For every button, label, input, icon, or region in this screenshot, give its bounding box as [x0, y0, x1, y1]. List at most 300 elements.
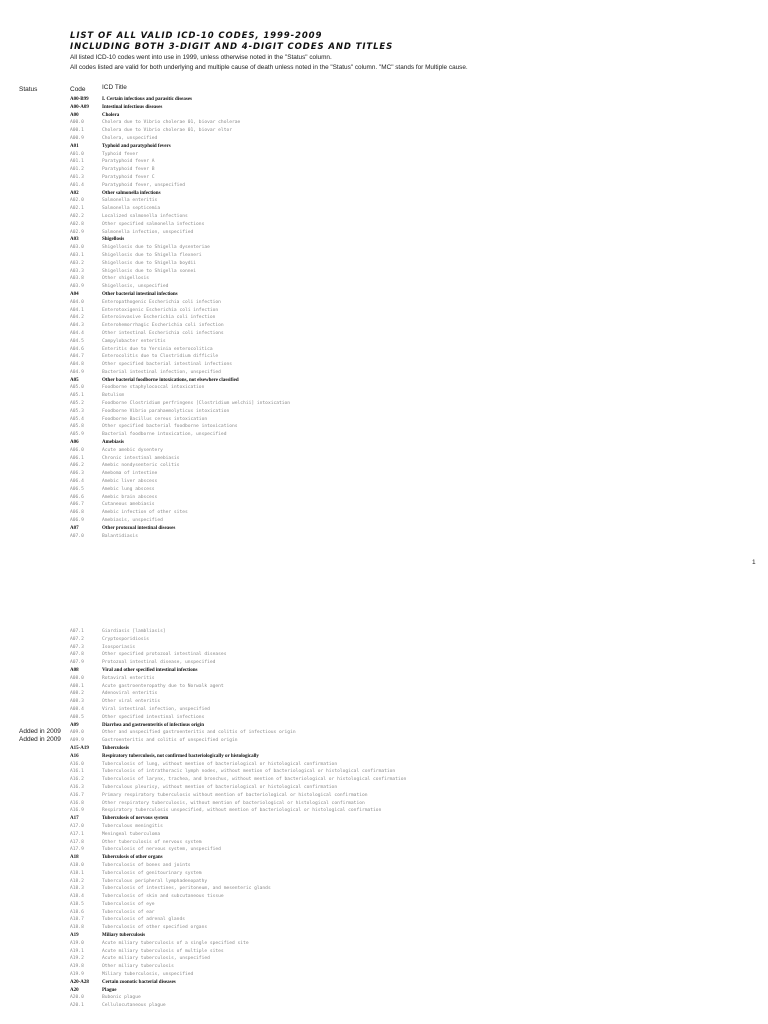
code-cell: A06.6	[70, 494, 84, 500]
table-row	[0, 197, 768, 205]
table-row	[0, 807, 768, 815]
code-cell: A00	[70, 112, 79, 118]
table-row	[0, 737, 768, 745]
title-cell: Giardiasis [lambliasis]	[102, 629, 166, 634]
table-row	[0, 768, 768, 776]
document-subtitle: INCLUDING BOTH 3-DIGIT AND 4-DIGIT CODES AND TITLES	[70, 42, 394, 52]
table-row	[0, 776, 768, 784]
table-row	[0, 800, 768, 808]
table-row	[0, 143, 768, 151]
code-cell: A16.2	[70, 777, 84, 783]
code-cell: A03.0	[70, 245, 84, 251]
table-row	[0, 260, 768, 268]
code-cell: A01.1	[70, 159, 84, 165]
code-cell: A09.0	[70, 730, 84, 736]
title-cell: Shigellosis due to Shigella sonnei	[102, 268, 197, 274]
code-cell: A01.2	[70, 167, 84, 173]
table-row	[0, 509, 768, 517]
table-row	[0, 416, 768, 424]
title-cell: Other shigellosis	[102, 276, 150, 282]
code-cell: A01	[70, 143, 79, 149]
title-cell: Other specified protozoal intestinal diseases	[102, 652, 227, 658]
table-row	[0, 659, 768, 667]
table-row	[0, 815, 768, 823]
table-row	[0, 683, 768, 691]
document-title: LIST OF ALL VALID ICD-10 CODES, 1999-2009	[70, 31, 323, 41]
title-cell: Tuberculosis of other organs	[102, 855, 163, 861]
code-cell: A04.7	[70, 354, 84, 360]
table-row	[0, 291, 768, 299]
code-cell: A07.1	[70, 629, 84, 634]
title-cell: Other specified salmonella infections	[102, 221, 205, 227]
table-row	[0, 330, 768, 338]
code-cell: A16.7	[70, 792, 84, 798]
table-row	[0, 885, 768, 893]
code-cell: A20.1	[70, 1003, 84, 1009]
table-row	[0, 636, 768, 644]
table-row	[0, 1002, 768, 1010]
code-cell: A02.1	[70, 206, 84, 212]
code-cell: A07.9	[70, 660, 84, 666]
code-cell: A00.0	[70, 120, 84, 126]
table-row	[0, 916, 768, 924]
table-row	[0, 893, 768, 901]
code-cell: A00.9	[70, 135, 84, 141]
table-row	[0, 268, 768, 276]
code-cell: A18.1	[70, 870, 84, 876]
code-cell: A00-A09	[70, 104, 89, 110]
table-row	[0, 213, 768, 221]
code-cell: A19.1	[70, 948, 84, 954]
code-cell: A06	[70, 440, 79, 446]
title-cell: Tuberculosis of bones and joints	[102, 862, 191, 868]
title-cell: Amebiasis, unspecified	[102, 518, 163, 524]
title-cell: Isosporiasis	[102, 644, 136, 650]
title-cell: Tuberculous meningitis	[102, 823, 163, 829]
title-cell: Gastroenteritis and colitis of unspecified origin	[102, 738, 238, 744]
code-cell: A07.8	[70, 652, 84, 658]
title-cell: Tuberculosis of nervous system, unspecified	[102, 847, 221, 853]
title-cell: Other and unspecified gastroenteritis and colitis of infectious origin	[102, 730, 296, 736]
table-row	[0, 346, 768, 354]
title-cell: Other intestinal Escherichia coli infections	[102, 330, 224, 336]
title-cell: Cholera, unspecified	[102, 135, 158, 141]
code-cell: A15-A19	[70, 745, 89, 751]
code-cell: A02.2	[70, 213, 84, 219]
code-cell: A03.3	[70, 268, 84, 274]
code-cell: A05.8	[70, 424, 84, 430]
code-cell: A05	[70, 377, 79, 383]
table-body	[0, 628, 768, 1010]
title-cell: Other viral enteritis	[102, 699, 161, 705]
table-row	[0, 244, 768, 252]
title-cell: Certain zoonotic bacterial diseases	[102, 979, 176, 985]
table-row	[0, 392, 768, 400]
title-cell: Viral intestinal infection, unspecified	[102, 706, 210, 712]
code-cell: A03.9	[70, 284, 84, 290]
code-cell: A00.1	[70, 128, 84, 134]
code-cell: A18.5	[70, 901, 84, 907]
table-row	[0, 745, 768, 753]
title-cell: Other miliary tuberculosis	[102, 964, 174, 970]
status-column-header: Status	[19, 86, 38, 93]
table-row	[0, 119, 768, 127]
table-row	[0, 236, 768, 244]
table-row	[0, 400, 768, 408]
code-cell: A02	[70, 190, 79, 196]
title-cell: Salmonella enteritis	[102, 198, 158, 204]
code-cell: A08.4	[70, 706, 84, 712]
table-row	[0, 353, 768, 361]
table-row	[0, 846, 768, 854]
title-cell: Other specified intestinal infections	[102, 714, 205, 720]
title-cell: Acute amebic dysentery	[102, 447, 163, 453]
title-cell: Tuberculosis of other specified organs	[102, 925, 208, 931]
table-row	[0, 729, 768, 737]
table-row	[0, 714, 768, 722]
title-cell: Enteropathogenic Escherichia coli infection	[102, 299, 221, 305]
table-row	[0, 462, 768, 470]
table-row	[0, 384, 768, 392]
title-cell: Enterohemorrhagic Escherichia coli infection	[102, 323, 224, 329]
title-cell: Cholera	[102, 112, 120, 118]
table-row	[0, 408, 768, 416]
title-cell: Amebiasis	[102, 440, 124, 446]
code-cell: A01.4	[70, 182, 84, 188]
code-cell: A06.3	[70, 471, 84, 477]
table-row	[0, 158, 768, 166]
title-cell: Amebic infection of other sites	[102, 510, 188, 516]
title-cell: Enterotoxigenic Escherichia coli infection	[102, 307, 219, 313]
title-cell: Shigellosis due to Shigella dysenteriae	[102, 245, 210, 251]
table-row	[0, 761, 768, 769]
code-cell: A17.9	[70, 847, 84, 853]
table-row	[0, 361, 768, 369]
table-row	[0, 307, 768, 315]
title-cell: Tuberculosis of intestines, peritoneum, and mesenteric glands	[102, 886, 271, 892]
table-row	[0, 96, 768, 104]
table-row	[0, 423, 768, 431]
title-cell: Other bacterial intestinal infections	[102, 291, 178, 297]
code-cell: A16.1	[70, 769, 84, 775]
title-cell: Miliary tuberculosis, unspecified	[102, 972, 194, 978]
code-cell: A17.8	[70, 839, 84, 845]
table-row	[0, 369, 768, 377]
code-cell: A17	[70, 816, 79, 822]
table-row	[0, 431, 768, 439]
title-cell: Other tuberculosis of nervous system	[102, 839, 202, 845]
table-body	[0, 96, 768, 540]
table-row	[0, 909, 768, 917]
code-cell: A18.2	[70, 878, 84, 884]
code-cell: A04.6	[70, 346, 84, 352]
table-row	[0, 831, 768, 839]
title-cell: Primary respiratory tuberculosis without mention of bacteriological or histological confirmation	[102, 792, 368, 798]
code-cell: A18.6	[70, 909, 84, 915]
code-cell: A03	[70, 237, 79, 243]
title-cell: Typhoid and paratyphoid fevers	[102, 143, 171, 149]
title-cell: Tuberculosis	[102, 745, 129, 751]
title-cell: Typhoid fever	[102, 151, 138, 157]
code-cell: A06.4	[70, 479, 84, 485]
status-cell: Added in 2009	[19, 736, 61, 744]
table-row	[0, 478, 768, 486]
code-cell: A08.2	[70, 691, 84, 697]
code-cell: A05.3	[70, 408, 84, 414]
title-cell: Cellulocutaneous plague	[102, 1003, 166, 1009]
code-cell: A01.3	[70, 174, 84, 180]
table-row	[0, 628, 768, 636]
code-cell: A18.8	[70, 925, 84, 931]
title-cell: Acute miliary tuberculosis of multiple sites	[102, 948, 224, 954]
table-row	[0, 486, 768, 494]
code-cell: A04	[70, 291, 79, 297]
code-cell: A04.3	[70, 323, 84, 329]
title-cell: Balantidiasis	[102, 533, 138, 539]
title-cell: Intestinal infectious diseases	[102, 104, 163, 110]
table-row	[0, 447, 768, 455]
table-row	[0, 275, 768, 283]
code-cell: A18.7	[70, 917, 84, 923]
title-cell: Meningeal tuberculoma	[102, 831, 161, 837]
title-cell: Foodborne Clostridium perfringens [Clostridium welchii] intoxication	[102, 401, 291, 407]
title-cell: Enteroinvasive Escherichia coli infection	[102, 315, 216, 321]
title-cell: Tuberculosis of eye	[102, 901, 155, 907]
table-row	[0, 675, 768, 683]
table-row	[0, 205, 768, 213]
title-cell: Localized salmonella infections	[102, 213, 188, 219]
code-cell: A07.2	[70, 636, 84, 642]
title-cell: Other respiratory tuberculosis, without mention of bacteriological or histological confirmation	[102, 800, 365, 806]
title-cell: Tuberculosis of intrathoracic lymph nodes, without mention of bacteriological or histological confirmation	[102, 769, 396, 775]
code-cell: A02.0	[70, 198, 84, 204]
code-cell: A01.0	[70, 151, 84, 157]
code-cell: A17.0	[70, 823, 84, 829]
table-row	[0, 533, 768, 541]
code-cell: A05.4	[70, 416, 84, 422]
title-cell: Ameboma of intestine	[102, 471, 158, 477]
code-cell: A16.8	[70, 800, 84, 806]
title-cell: Other bacterial foodborne intoxications, not elsewhere classified	[102, 377, 239, 383]
code-cell: A05.0	[70, 385, 84, 391]
title-cell: Shigellosis, unspecified	[102, 284, 169, 290]
code-cell: A03.1	[70, 252, 84, 258]
table-row	[0, 182, 768, 190]
table-row	[0, 338, 768, 346]
table-row	[0, 525, 768, 533]
table-row	[0, 862, 768, 870]
code-cell: A06.9	[70, 518, 84, 524]
table-row	[0, 501, 768, 509]
table-row	[0, 651, 768, 659]
code-cell: A06.5	[70, 486, 84, 492]
table-row	[0, 377, 768, 385]
title-cell: Other specified bacterial foodborne intoxications	[102, 424, 238, 430]
code-cell: A17.1	[70, 831, 84, 837]
table-row	[0, 229, 768, 237]
document-header	[70, 31, 710, 73]
code-cell: A07	[70, 525, 79, 531]
code-cell: A04.2	[70, 315, 84, 321]
page-number: 1	[752, 559, 756, 566]
table-row	[0, 994, 768, 1002]
code-cell: A06.7	[70, 502, 84, 508]
title-cell: Acute miliary tuberculosis of a single specified site	[102, 940, 249, 946]
table-row	[0, 971, 768, 979]
title-cell: Paratyphoid fever C	[102, 174, 155, 180]
code-cell: A02.8	[70, 221, 84, 227]
code-cell: A19.9	[70, 972, 84, 978]
table-row	[0, 924, 768, 932]
title-cell: Acute gastroenteropathy due to Norwalk agent	[102, 683, 224, 689]
title-cell: Amebic lung abscess	[102, 486, 155, 492]
table-row	[0, 839, 768, 847]
table-row	[0, 932, 768, 940]
title-cell: Salmonella septicemia	[102, 206, 161, 212]
table-row	[0, 698, 768, 706]
title-cell: Shigellosis due to Shigella flexneri	[102, 252, 202, 258]
table-row	[0, 722, 768, 730]
table-row	[0, 494, 768, 502]
validity-note: All codes listed are valid for both underlying and multiple cause of death unless noted in the "Status" column. "MC" stands for Multiple cause.	[70, 64, 468, 71]
title-cell: Adenoviral enteritis	[102, 691, 158, 697]
code-cell: A06.8	[70, 510, 84, 516]
code-cell: A18.4	[70, 894, 84, 900]
title-cell: Botulism	[102, 393, 125, 399]
title-cell: Bacterial intestinal infection, unspecified	[102, 369, 221, 375]
table-row	[0, 127, 768, 135]
table-row	[0, 439, 768, 447]
code-cell: A19	[70, 933, 79, 939]
table-row	[0, 190, 768, 198]
title-cell: Respiratory tuberculosis, not confirmed bacteriologically or histologically	[102, 753, 259, 759]
code-cell: A16.9	[70, 808, 84, 814]
table-row	[0, 955, 768, 963]
code-cell: A06.0	[70, 447, 84, 453]
code-cell: A05.2	[70, 401, 84, 407]
code-cell: A04.1	[70, 307, 84, 313]
table-header	[0, 84, 768, 96]
code-cell: A08.3	[70, 699, 84, 705]
title-cell: Cutaneous amebiasis	[102, 502, 155, 508]
table-row	[0, 104, 768, 112]
table-row	[0, 644, 768, 652]
code-cell: A06.2	[70, 463, 84, 469]
table-row	[0, 987, 768, 995]
table-row	[0, 753, 768, 761]
title-cell: Other salmonella infections	[102, 190, 161, 196]
title-cell: Tuberculous peripheral lymphadenopathy	[102, 878, 208, 884]
title-column-header: ICD Title	[102, 84, 127, 91]
title-cell: Tuberculosis of ear	[102, 909, 155, 915]
code-cell: A04.0	[70, 299, 84, 305]
title-cell: Plague	[102, 987, 117, 993]
table-row	[0, 455, 768, 463]
title-cell: Shigellosis due to Shigella boydii	[102, 260, 197, 266]
code-cell: A19.2	[70, 956, 84, 962]
code-cell: A09	[70, 722, 79, 728]
title-cell: Tuberculosis of nervous system	[102, 816, 169, 822]
table-row	[0, 322, 768, 330]
table-row	[0, 252, 768, 260]
title-cell: Tuberculosis of larynx, trachea, and bronchus, without mention of bacteriological or histological confirmation	[102, 777, 407, 783]
code-cell: A20-A28	[70, 979, 89, 985]
table-row	[0, 299, 768, 307]
code-cell: A08	[70, 667, 79, 673]
table-row	[0, 948, 768, 956]
title-cell: Bacterial foodborne intoxication, unspecified	[102, 432, 227, 438]
title-cell: Amebic nondysenteric colitis	[102, 463, 180, 469]
code-cell: A20	[70, 987, 79, 993]
title-cell: Foodborne Bacillus cereus intoxication	[102, 416, 208, 422]
title-cell: Chronic intestinal amebiasis	[102, 455, 180, 461]
title-cell: Viral and other specified intestinal infections	[102, 667, 198, 673]
status-cell: Added in 2009	[19, 728, 61, 736]
table-row	[0, 667, 768, 675]
code-cell: A08.5	[70, 714, 84, 720]
code-cell: A04.9	[70, 369, 84, 375]
table-row	[0, 166, 768, 174]
title-cell: Paratyphoid fever, unspecified	[102, 182, 185, 188]
code-cell: A03.2	[70, 260, 84, 266]
code-cell: A03.8	[70, 276, 84, 282]
title-cell: Cholera due to Vibrio cholerae 01, biovar cholerae	[102, 120, 241, 126]
title-cell: Tuberculous pleurisy, without mention of bacteriological or histological confirmation	[102, 784, 338, 790]
title-cell: Respiratory tuberculosis unspecified, without mention of bacteriological or histological confirmation	[102, 808, 382, 814]
code-cell: A16.0	[70, 761, 84, 767]
title-cell: Foodborne staphylococcal intoxication	[102, 385, 205, 391]
code-cell: A09.9	[70, 738, 84, 744]
title-cell: Tuberculosis of genitourinary system	[102, 870, 202, 876]
title-cell: Tuberculosis of lung, without mention of bacteriological or histological confirmation	[102, 761, 338, 767]
title-cell: Diarrhea and gastroenteritis of infectious origin	[102, 722, 204, 728]
title-cell: Paratyphoid fever A	[102, 159, 155, 165]
title-cell: Enterocolitis due to Clostridium difficile	[102, 354, 219, 360]
table-row	[0, 784, 768, 792]
table-row	[0, 878, 768, 886]
code-cell: A04.8	[70, 362, 84, 368]
title-cell: Enteritis due to Yersinia enterocolitica	[102, 346, 213, 352]
title-cell: Acute miliary tuberculosis, unspecified	[102, 956, 210, 962]
title-cell: Tuberculosis of adrenal glands	[102, 917, 185, 923]
title-cell: Salmonella infection, unspecified	[102, 229, 194, 235]
usage-note: All listed ICD-10 codes went into use in 1999, unless otherwise noted in the "Status" column.	[70, 54, 332, 61]
table-row	[0, 517, 768, 525]
code-cell: A18.3	[70, 886, 84, 892]
title-cell: Other specified bacterial intestinal infections	[102, 362, 232, 368]
title-cell: Cholera due to Vibrio cholerae 01, biovar eltor	[102, 128, 232, 134]
code-cell: A18.0	[70, 862, 84, 868]
title-cell: Amebic brain abscess	[102, 494, 158, 500]
title-cell: Rotaviral enteritis	[102, 675, 155, 681]
code-cell: A06.1	[70, 455, 84, 461]
title-cell: I. Certain infectious and parasitic diseases	[102, 97, 192, 102]
title-cell: Shigellosis	[102, 237, 125, 243]
title-cell: Protozoal intestinal disease, unspecified	[102, 660, 216, 666]
table-row	[0, 221, 768, 229]
title-cell: Campylobacter enteritis	[102, 338, 166, 344]
table-row	[0, 901, 768, 909]
code-cell: A20.0	[70, 995, 84, 1001]
title-cell: Miliary tuberculosis	[102, 933, 146, 939]
table-row	[0, 870, 768, 878]
code-cell: A02.9	[70, 229, 84, 235]
table-row	[0, 979, 768, 987]
title-cell: Tuberculosis of skin and subcutaneous tissue	[102, 894, 224, 900]
table-row	[0, 112, 768, 120]
code-cell: A16.3	[70, 784, 84, 790]
table-row	[0, 854, 768, 862]
